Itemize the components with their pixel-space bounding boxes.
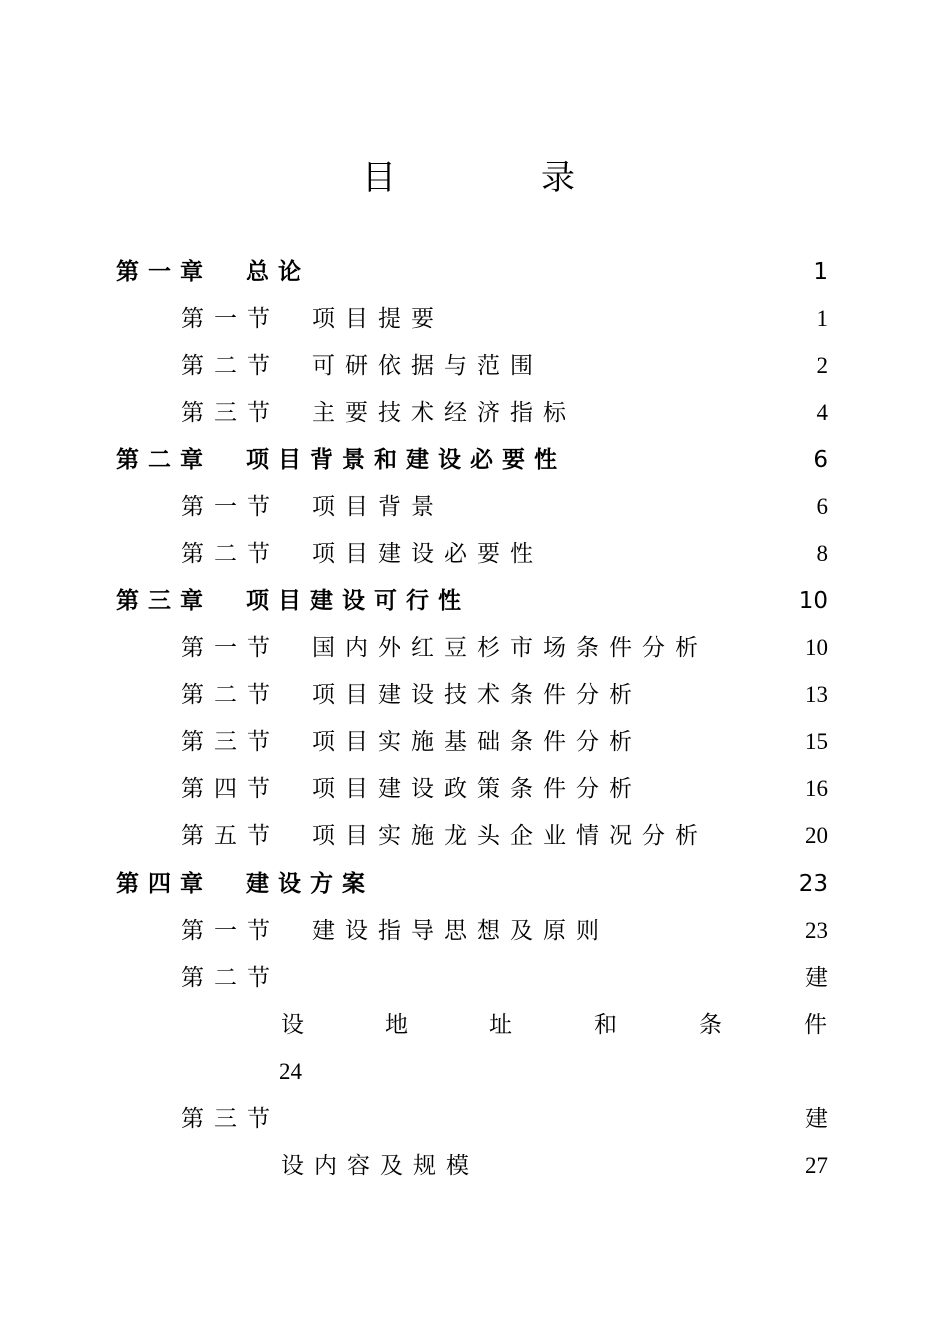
section-label: 第二节 <box>181 541 280 567</box>
section-title: 项目建设技术条件分析 <box>312 682 642 708</box>
section-label: 第一节 <box>181 494 280 520</box>
toc-section-row[interactable] <box>0 727 950 757</box>
toc-heading <box>0 150 950 210</box>
toc-chapter-row[interactable] <box>0 869 950 899</box>
title-char: 件 <box>804 1012 837 1038</box>
chapter-label: 第四章 <box>116 871 212 897</box>
chapter-label: 第二章 <box>116 447 212 473</box>
section-title: 项目实施基础条件分析 <box>312 729 642 755</box>
toc-heading-left: 目 <box>362 158 396 198</box>
page-number-row <box>0 1057 950 1087</box>
section-title: 建设指导思想及原则 <box>312 918 609 944</box>
section-label: 第三节 <box>181 729 280 755</box>
page-number: 4 <box>816 400 828 425</box>
toc-section-row[interactable] <box>0 398 950 428</box>
toc-section-row[interactable] <box>0 304 950 334</box>
section-title: 主要技术经济指标 <box>312 400 576 426</box>
page-number: 27 <box>805 1153 828 1178</box>
section-title: 项目背景 <box>312 494 444 520</box>
section-label: 第二节 <box>181 965 280 991</box>
section-label: 第一节 <box>181 306 280 332</box>
title-char: 地 <box>385 1012 418 1038</box>
title-char: 址 <box>489 1012 522 1038</box>
toc-heading-right: 录 <box>541 158 575 198</box>
toc-section-row[interactable] <box>0 774 950 804</box>
toc-chapter-row[interactable] <box>0 257 950 287</box>
section-label: 第四节 <box>181 776 280 802</box>
toc-section-row <box>0 1104 950 1134</box>
section-label: 第一节 <box>181 635 280 661</box>
section-label: 第二节 <box>181 353 280 379</box>
page-number: 8 <box>816 541 828 566</box>
toc-chapter-row[interactable] <box>0 586 950 616</box>
section-title: 项目建设政策条件分析 <box>312 776 642 802</box>
page-number: 1 <box>813 259 828 285</box>
page-number: 13 <box>805 682 828 707</box>
title-char: 条 <box>699 1012 732 1038</box>
section-title: 国内外红豆杉市场条件分析 <box>312 635 708 661</box>
page-number: 16 <box>805 776 828 801</box>
section-title-start: 建 <box>805 965 828 991</box>
page-number: 24 <box>279 1059 302 1084</box>
section-label: 第二节 <box>181 682 280 708</box>
page-number: 6 <box>816 494 828 519</box>
toc-section-row[interactable] <box>0 633 950 663</box>
section-title: 项目提要 <box>312 306 444 332</box>
page-number: 1 <box>816 306 828 331</box>
section-title: 项目建设必要性 <box>312 541 543 567</box>
toc-section-row <box>0 963 950 993</box>
title-char: 设 <box>281 1012 314 1038</box>
toc-section-row[interactable] <box>0 916 950 946</box>
page-number: 10 <box>798 588 828 614</box>
page-number: 10 <box>805 635 828 660</box>
toc-chapter-row[interactable] <box>0 445 950 475</box>
toc-section-row[interactable] <box>0 492 950 522</box>
section-title-continuation <box>0 1151 950 1181</box>
section-label: 第一节 <box>181 918 280 944</box>
chapter-title: 建设方案 <box>246 871 374 897</box>
title-char: 和 <box>594 1012 627 1038</box>
toc-section-row[interactable] <box>0 680 950 710</box>
page-number: 6 <box>813 447 828 473</box>
section-title: 设内容及规模 <box>281 1153 479 1179</box>
chapter-label: 第一章 <box>116 259 212 285</box>
page-number: 23 <box>805 918 828 943</box>
page-number: 15 <box>805 729 828 754</box>
chapter-label: 第三章 <box>116 588 212 614</box>
section-title-continuation <box>0 1010 950 1040</box>
page-number: 2 <box>816 353 828 378</box>
chapter-title: 项目背景和建设必要性 <box>246 447 566 473</box>
section-title: 项目实施龙头企业情况分析 <box>312 823 708 849</box>
chapter-title: 项目建设可行性 <box>246 588 470 614</box>
chapter-title: 总论 <box>246 259 310 285</box>
section-label: 第五节 <box>181 823 280 849</box>
toc-section-row[interactable] <box>0 351 950 381</box>
page-number: 23 <box>798 871 828 897</box>
section-title: 可研依据与范围 <box>312 353 543 379</box>
section-label: 第三节 <box>181 400 280 426</box>
section-title-start: 建 <box>805 1106 828 1132</box>
page-number: 20 <box>805 823 828 848</box>
toc-section-row[interactable] <box>0 539 950 569</box>
section-label: 第三节 <box>181 1106 280 1132</box>
toc-section-row[interactable] <box>0 821 950 851</box>
